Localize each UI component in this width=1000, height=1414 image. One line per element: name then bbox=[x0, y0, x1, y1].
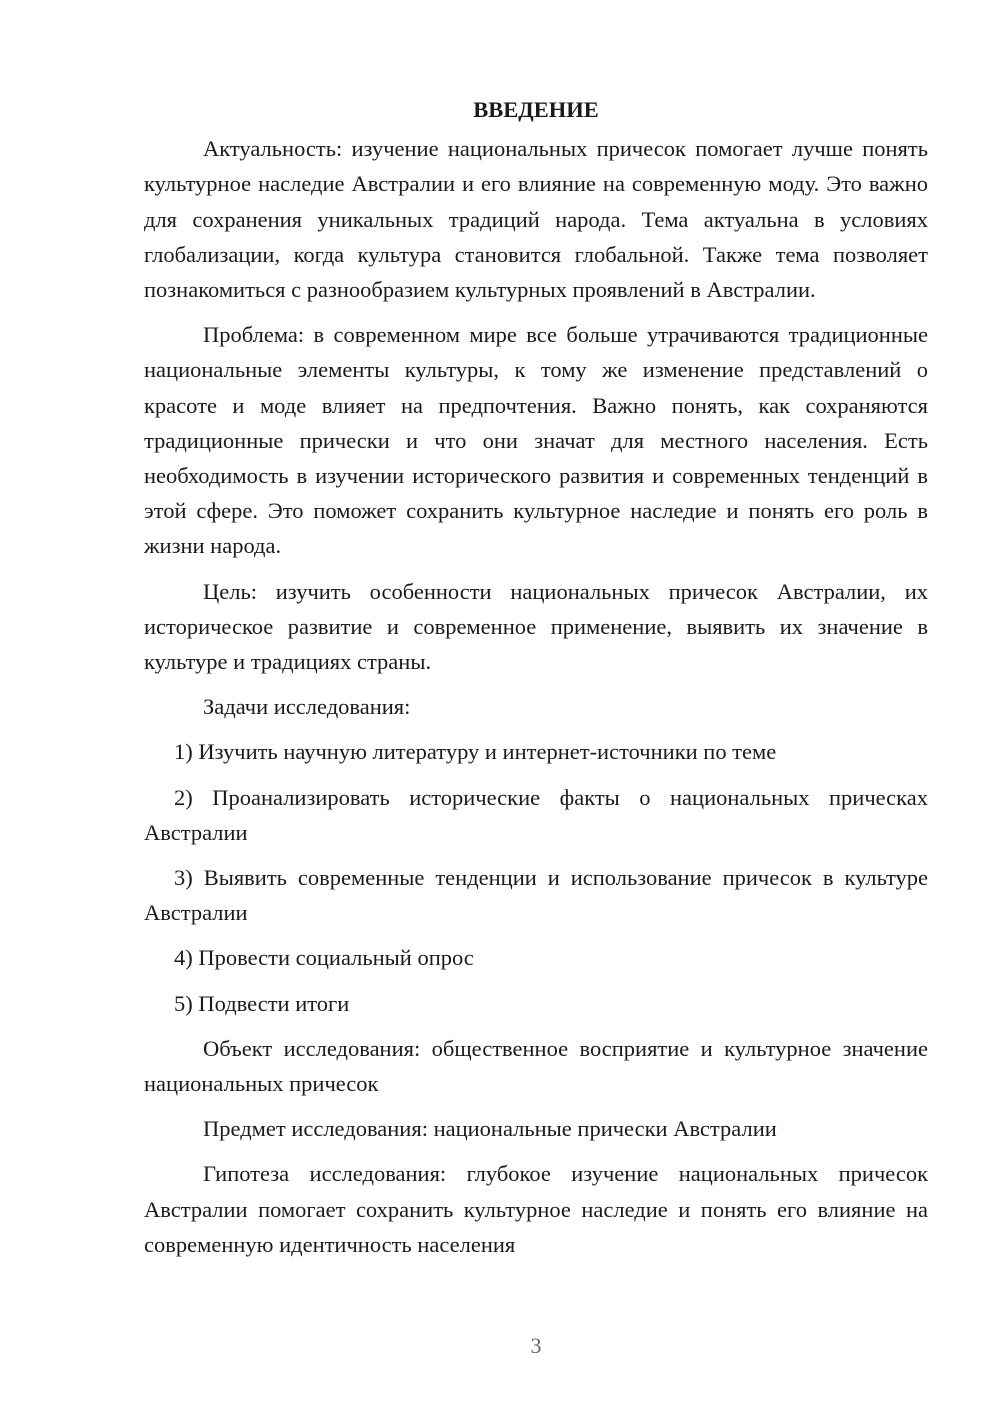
task-item: 1) Изучить научную литературу и интернет-источники по теме bbox=[174, 739, 777, 765]
task-item: 3) Выявить современные тенденции и использование причесок в культуре Австралии bbox=[144, 865, 928, 926]
hypothesis-paragraph: Гипотеза исследования: глубокое изучение национальных причесок Австралии помогает сохранить культурное наследие и понять его влияние на современную идентичность населения bbox=[144, 1161, 928, 1257]
object-paragraph: Объект исследования: общественное восприятие и культурное значение национальных причесок bbox=[144, 1035, 928, 1097]
task-item: 2) Проанализировать исторические факты о национальных прическах Австралии bbox=[144, 784, 928, 845]
page-number: 3 bbox=[530, 1333, 542, 1358]
problem-paragraph: Проблема: в современном мире все больше утрачиваются традиционные национальные элементы культуры, к тому же изменение представлений о красоте и моде влияет на предпочтения. Важно понять, как сохраняются традиционные прически и что они значат для местного населения. Есть необходимость в изучении исторического развития и современных тенденций в этой сфере. Это поможет сохранить культурное наследие и понять его роль в жизни народа. bbox=[144, 322, 928, 559]
tasks-heading: Задачи исследования: bbox=[203, 694, 411, 720]
task-item: 5) Подвести итоги bbox=[174, 990, 350, 1016]
document-body bbox=[144, 92, 928, 1262]
subject-paragraph: Предмет исследования: национальные прически Австралии bbox=[203, 1116, 777, 1142]
goal-paragraph: Цель: изучить особенности национальных причесок Австралии, их историческое развитие и современное применение, выявить их значение в культуре и традициях страны. bbox=[144, 578, 928, 675]
section-title: ВВЕДЕНИЕ bbox=[473, 97, 599, 122]
relevance-paragraph: Актуальность: изучение национальных причесок помогает лучше понять культурное наследие Австралии и его влияние на современную моду. Это важно для сохранения уникальных традиций народа. Тема актуальна в условиях глобализации, когда культура становится глобальной. Также тема позволяет познакомиться с разнообразием культурных проявлений в Австралии. bbox=[144, 136, 928, 303]
task-item: 4) Провести социальный опрос bbox=[174, 945, 474, 971]
